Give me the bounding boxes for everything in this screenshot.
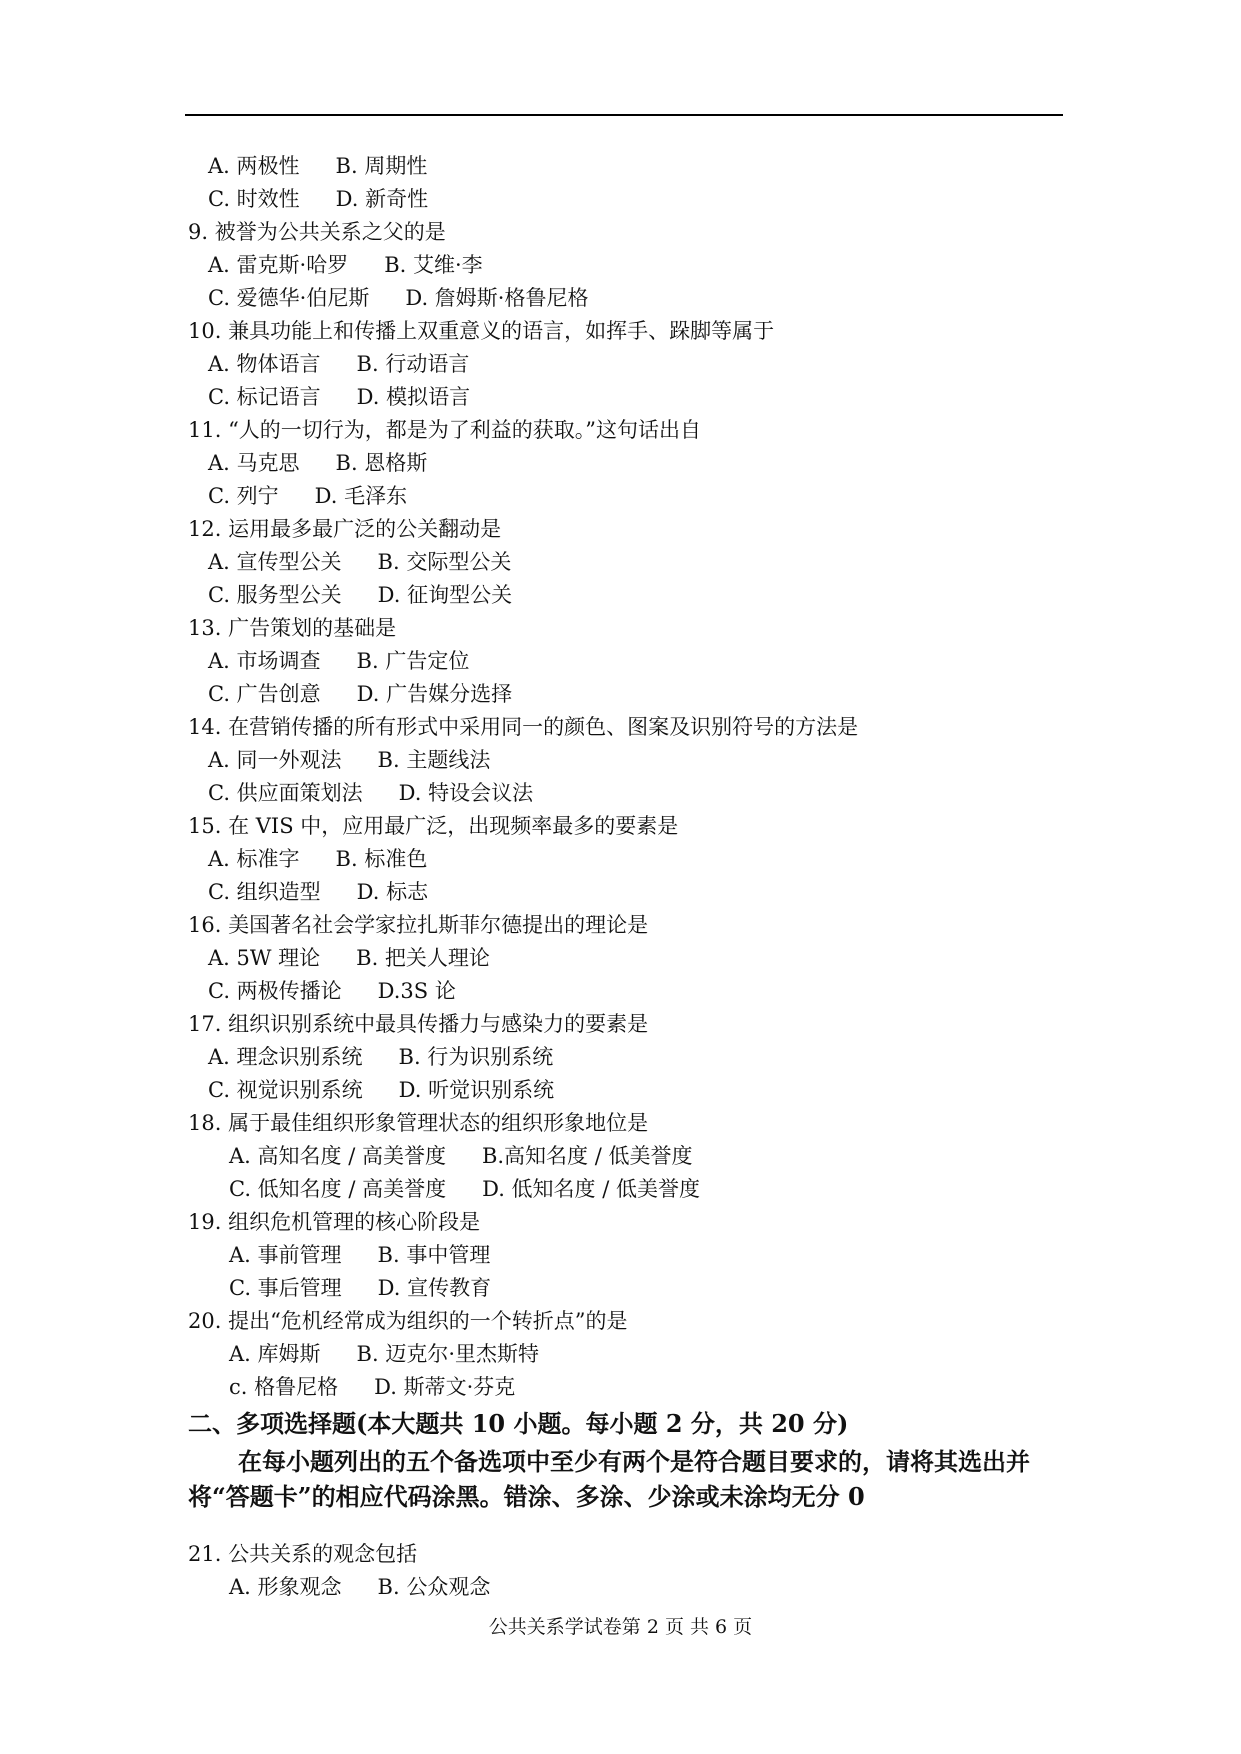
- option-row: [188, 1338, 1068, 1371]
- question-stem: 10. 兼具功能上和传播上双重意义的语言，如挥手、跺脚等属于: [188, 319, 775, 343]
- option-row: [188, 1074, 1068, 1107]
- option-row: [188, 1272, 1068, 1305]
- header-rule: [185, 114, 1063, 116]
- question-stem: 20. 提出“危机经常成为组织的一个转折点”的是: [188, 1309, 628, 1333]
- question-stem: 14. 在营销传播的所有形式中采用同一的颜色、图案及识别符号的方法是: [188, 715, 859, 739]
- option-text: D. 新奇性: [335, 187, 429, 211]
- option-row: [188, 348, 1068, 381]
- option-text: D. 詹姆斯·格鲁尼格: [405, 286, 589, 310]
- option-text: C. 视觉识别系统: [208, 1078, 363, 1102]
- option-text: B. 标准色: [335, 847, 428, 871]
- question-stem: 21. 公共关系的观念包括: [188, 1542, 418, 1566]
- option-row: [188, 447, 1068, 480]
- option-text: C. 时效性: [208, 187, 300, 211]
- question-stem: 16. 美国著名社会学家拉扎斯菲尔德提出的理论是: [188, 913, 649, 937]
- option-text: A. 宣传型公关: [208, 550, 342, 574]
- option-text: A. 高知名度 / 高美誉度: [229, 1144, 446, 1168]
- option-text: A. 雷克斯·哈罗: [208, 253, 349, 277]
- question-stem: 15. 在 VIS 中，应用最广泛，出现频率最多的要素是: [188, 814, 679, 838]
- option-text: B. 恩格斯: [335, 451, 428, 475]
- option-row: [188, 150, 1068, 183]
- questions-block-1: [188, 150, 1068, 1107]
- questions-block-3: [188, 1538, 1068, 1604]
- option-text: B. 主题线法: [377, 748, 491, 772]
- option-text: D. 低知名度 / 低美誉度: [482, 1177, 700, 1201]
- option-row: [188, 777, 1068, 810]
- option-text: B. 行动语言: [356, 352, 470, 376]
- option-text: A. 理念识别系统: [208, 1045, 363, 1069]
- option-row: [188, 942, 1068, 975]
- option-row: [188, 249, 1068, 282]
- question-stem: 12. 运用最多最广泛的公关翻动是: [188, 517, 502, 541]
- option-text: D. 征询型公关: [377, 583, 513, 607]
- option-text: A. 同一外观法: [208, 748, 342, 772]
- option-text: c. 格鲁尼格: [229, 1375, 339, 1399]
- option-text: B. 行为识别系统: [398, 1045, 554, 1069]
- option-text: C. 广告创意: [208, 682, 321, 706]
- option-text: C. 低知名度 / 高美誉度: [229, 1177, 447, 1201]
- option-row: [188, 744, 1068, 777]
- option-text: C. 列宁: [208, 484, 279, 508]
- option-text: B. 事中管理: [377, 1243, 491, 1267]
- option-row: [188, 282, 1068, 315]
- option-text: D. 听觉识别系统: [398, 1078, 555, 1102]
- option-row: [188, 1371, 1068, 1404]
- option-row: [188, 1140, 1068, 1173]
- section-instructions: 在每小题列出的五个备选项中至少有两个是符合题目要求的，请将其选出并将“答题卡”的相应代码涂黑。错涂、多涂、少涂或未涂均无分 0: [188, 1447, 1030, 1511]
- page-footer: 公共关系学试卷第 2 页 共 6 页: [488, 1616, 753, 1638]
- option-text: A. 市场调查: [208, 649, 321, 673]
- option-text: D. 特设会议法: [398, 781, 534, 805]
- questions-block-2: [188, 1107, 1068, 1404]
- option-row: [188, 843, 1068, 876]
- option-text: A. 马克思: [208, 451, 300, 475]
- option-text: D. 标志: [356, 880, 429, 904]
- option-row: [188, 645, 1068, 678]
- option-row: [188, 1571, 1068, 1604]
- option-row: [188, 1173, 1068, 1206]
- option-text: B. 艾维·李: [384, 253, 483, 277]
- question-stem: 18. 属于最佳组织形象管理状态的组织形象地位是: [188, 1111, 649, 1135]
- option-text: B. 周期性: [335, 154, 428, 178]
- option-row: [188, 546, 1068, 579]
- option-row: [188, 1239, 1068, 1272]
- option-text: C. 服务型公关: [208, 583, 342, 607]
- question-stem: 17. 组织识别系统中最具传播力与感染力的要素是: [188, 1012, 649, 1036]
- option-text: B. 迈克尔·里杰斯特: [356, 1342, 539, 1366]
- option-text: C. 两极传播论: [208, 979, 342, 1003]
- option-text: D. 广告媒分选择: [356, 682, 513, 706]
- option-text: D. 宣传教育: [377, 1276, 492, 1300]
- option-text: A. 物体语言: [208, 352, 321, 376]
- section-title: 二、多项选择题(本大题共 10 小题。每小题 2 分，共 20 分): [188, 1409, 849, 1438]
- option-text: A. 5W 理论: [208, 946, 321, 970]
- question-stem: 19. 组织危机管理的核心阶段是: [188, 1210, 481, 1234]
- option-text: A. 两极性: [208, 154, 300, 178]
- option-row: [188, 678, 1068, 711]
- question-stem: 9. 被誉为公共关系之父的是: [188, 220, 446, 244]
- option-row: [188, 381, 1068, 414]
- option-text: D. 模拟语言: [356, 385, 471, 409]
- option-row: [188, 183, 1068, 216]
- option-row: [188, 1041, 1068, 1074]
- option-text: B.高知名度 / 低美誉度: [481, 1144, 693, 1168]
- option-row: [188, 480, 1068, 513]
- option-text: B. 交际型公关: [377, 550, 512, 574]
- option-text: D.3S 论: [377, 979, 456, 1003]
- content: [188, 150, 1068, 1604]
- question-stem: 13. 广告策划的基础是: [188, 616, 397, 640]
- option-text: C. 事后管理: [229, 1276, 342, 1300]
- option-text: D. 毛泽东: [314, 484, 408, 508]
- option-text: A. 标准字: [208, 847, 300, 871]
- option-text: A. 库姆斯: [229, 1342, 321, 1366]
- question-stem: 11. “人的一切行为，都是为了利益的获取。”这句话出自: [188, 418, 702, 442]
- option-text: C. 组织造型: [208, 880, 321, 904]
- option-text: C. 爱德华·伯尼斯: [208, 286, 370, 310]
- option-row: [188, 876, 1068, 909]
- option-row: [188, 579, 1068, 612]
- option-row: [188, 975, 1068, 1008]
- option-text: A. 事前管理: [229, 1243, 342, 1267]
- option-text: A. 形象观念: [229, 1575, 342, 1599]
- spacer: [188, 1514, 1068, 1538]
- option-text: B. 把关人理论: [356, 946, 490, 970]
- option-text: D. 斯蒂文·芬克: [374, 1375, 516, 1399]
- option-text: C. 供应面策划法: [208, 781, 363, 805]
- option-text: B. 公众观念: [377, 1575, 491, 1599]
- option-text: B. 广告定位: [356, 649, 470, 673]
- option-text: C. 标记语言: [208, 385, 321, 409]
